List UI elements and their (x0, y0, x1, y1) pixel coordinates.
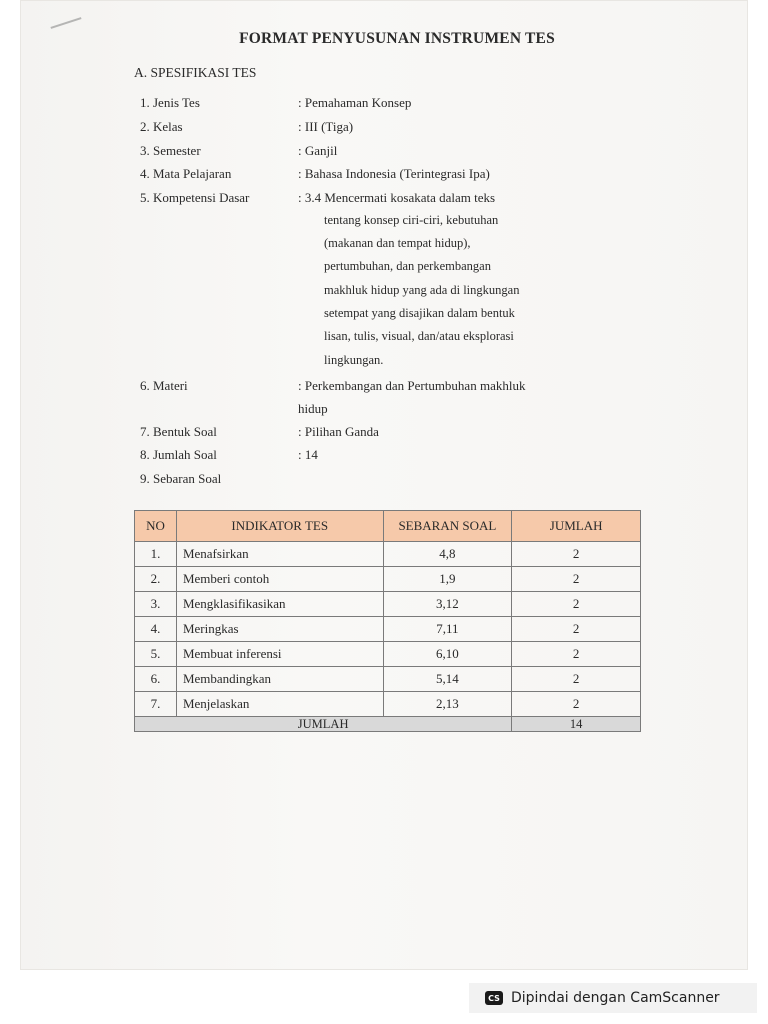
cell-jumlah: 2 (512, 542, 641, 567)
total-label: JUMLAH (135, 717, 512, 732)
header-jumlah: JUMLAH (512, 511, 641, 542)
cell-no: 2. (135, 567, 177, 592)
kd-continuation-line: setempat yang disajikan dalam bentuk (324, 306, 515, 320)
cell-no: 1. (135, 542, 177, 567)
sebaran-soal-table (134, 510, 641, 732)
table-header-row (135, 511, 641, 542)
spec-label: 3. Semester (140, 143, 201, 158)
cell-indikator: Membandingkan (176, 667, 383, 692)
camscanner-logo-icon: CS (485, 991, 503, 1005)
cell-sebaran: 1,9 (383, 567, 512, 592)
table-row (135, 542, 641, 567)
spec-value: : Pemahaman Konsep (298, 95, 412, 110)
cell-no: 6. (135, 667, 177, 692)
spec-label: 4. Mata Pelajaran (140, 166, 232, 181)
camscanner-watermark (469, 983, 757, 1013)
kd-continuation-line: lingkungan. (324, 353, 384, 367)
header-indikator: INDIKATOR TES (176, 511, 383, 542)
spec-value: : 14 (298, 447, 318, 462)
kd-continuation-line: tentang konsep ciri-ciri, kebutuhan (324, 213, 499, 227)
spec-value: : Pilihan Ganda (298, 424, 379, 439)
cell-indikator: Membuat inferensi (176, 642, 383, 667)
kd-continuation-line: (makanan dan tempat hidup), (324, 236, 471, 250)
kd-continuation-line: pertumbuhan, dan perkembangan (324, 259, 491, 273)
cell-sebaran: 3,12 (383, 592, 512, 617)
table-row (135, 692, 641, 717)
cell-indikator: Meringkas (176, 617, 383, 642)
scanned-page (20, 0, 748, 970)
spec-value: : 3.4 Mencermati kosakata dalam teks (298, 190, 496, 205)
spec-label: 1. Jenis Tes (140, 95, 200, 110)
cell-sebaran: 7,11 (383, 617, 512, 642)
table-total-row (135, 717, 641, 732)
table-row (135, 642, 641, 667)
spec-label: 2. Kelas (140, 119, 183, 134)
cell-jumlah: 2 (512, 667, 641, 692)
cell-indikator: Memberi contoh (176, 567, 383, 592)
table-row (135, 667, 641, 692)
cell-jumlah: 2 (512, 642, 641, 667)
kd-continuation-line: lisan, tulis, visual, dan/atau eksplorasi (324, 329, 514, 343)
cell-jumlah: 2 (512, 692, 641, 717)
cell-sebaran: 4,8 (383, 542, 512, 567)
cell-sebaran: 6,10 (383, 642, 512, 667)
spec-label: 9. Sebaran Soal (140, 471, 222, 486)
spec-value: : Bahasa Indonesia (Terintegrasi Ipa) (298, 166, 490, 181)
kd-continuation-line: makhluk hidup yang ada di lingkungan (324, 283, 520, 297)
spec-label: 8. Jumlah Soal (140, 447, 217, 462)
cell-indikator: Mengklasifikasikan (176, 592, 383, 617)
cell-jumlah: 2 (512, 617, 641, 642)
table-row (135, 567, 641, 592)
cell-no: 3. (135, 592, 177, 617)
pen-mark (50, 17, 81, 29)
table-row (135, 617, 641, 642)
cell-indikator: Menafsirkan (176, 542, 383, 567)
cell-no: 7. (135, 692, 177, 717)
cell-indikator: Menjelaskan (176, 692, 383, 717)
spec-value: : Perkembangan dan Pertumbuhan makhluk (298, 378, 526, 393)
cell-no: 4. (135, 617, 177, 642)
spec-value: : Ganjil (298, 143, 338, 158)
cell-sebaran: 5,14 (383, 667, 512, 692)
spec-label: 7. Bentuk Soal (140, 424, 217, 439)
total-value: 14 (512, 717, 641, 732)
document-title: FORMAT PENYUSUNAN INSTRUMEN TES (239, 30, 555, 47)
cell-sebaran: 2,13 (383, 692, 512, 717)
spec-label: 6. Materi (140, 378, 188, 393)
spec-label: 5. Kompetensi Dasar (140, 190, 250, 205)
spec-value: : III (Tiga) (298, 119, 354, 134)
header-sebaran: SEBARAN SOAL (383, 511, 512, 542)
camscanner-text: Dipindai dengan CamScanner (511, 990, 720, 1006)
cell-jumlah: 2 (512, 567, 641, 592)
section-heading: A. SPESIFIKASI TES (134, 65, 257, 80)
cell-no: 5. (135, 642, 177, 667)
header-no: NO (135, 511, 177, 542)
materi-continuation-text: hidup (298, 401, 328, 416)
table-row (135, 592, 641, 617)
cell-jumlah: 2 (512, 592, 641, 617)
